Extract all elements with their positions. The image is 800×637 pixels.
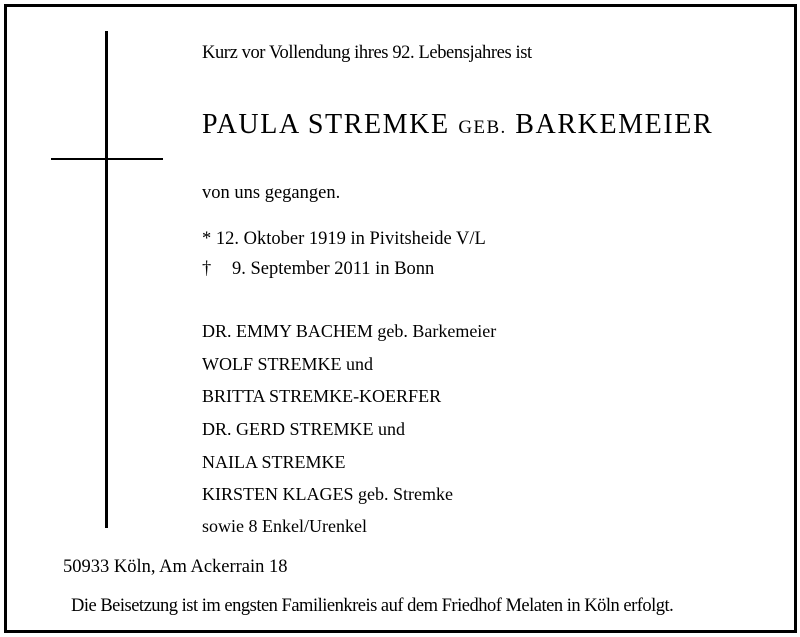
birth-name-prefix: GEB. — [458, 117, 507, 138]
intro-text: Kurz vor Vollendung ihres 92. Lebensjahres ist — [202, 43, 532, 63]
deceased-name-main: PAULA STREMKE — [202, 109, 450, 140]
burial-note: Die Beisetzung ist im engsten Familienkreis auf dem Friedhof Melaten in Köln erfolgt. — [71, 596, 674, 616]
birth-line: * 12. Oktober 1919 in Pivitsheide V/L — [202, 229, 486, 249]
death-date: 9. September 2011 in Bonn — [232, 259, 435, 279]
mourner-line: NAILA STREMKE — [202, 452, 346, 472]
family-address: 50933 Köln, Am Ackerrain 18 — [63, 557, 288, 577]
mourner-line: WOLF STREMKE und — [202, 354, 373, 374]
mourner-line: DR. GERD STREMKE und — [202, 419, 406, 439]
dagger-symbol: † — [202, 259, 212, 279]
death-line — [202, 259, 434, 280]
mourner-line: sowie 8 Enkel/Urenkel — [202, 516, 367, 536]
cross-horizontal-bar — [51, 158, 163, 160]
passed-away-text: von uns gegangen. — [202, 183, 341, 203]
mourner-line: KIRSTEN KLAGES geb. Stremke — [202, 484, 453, 504]
obituary-card — [4, 4, 797, 633]
birth-name: BARKEMEIER — [515, 109, 714, 140]
mourner-line: BRITTA STREMKE-KOERFER — [202, 386, 442, 406]
cross-vertical-bar — [105, 31, 108, 528]
deceased-name — [202, 109, 713, 141]
mourner-line: DR. EMMY BACHEM geb. Barkemeier — [202, 321, 497, 341]
